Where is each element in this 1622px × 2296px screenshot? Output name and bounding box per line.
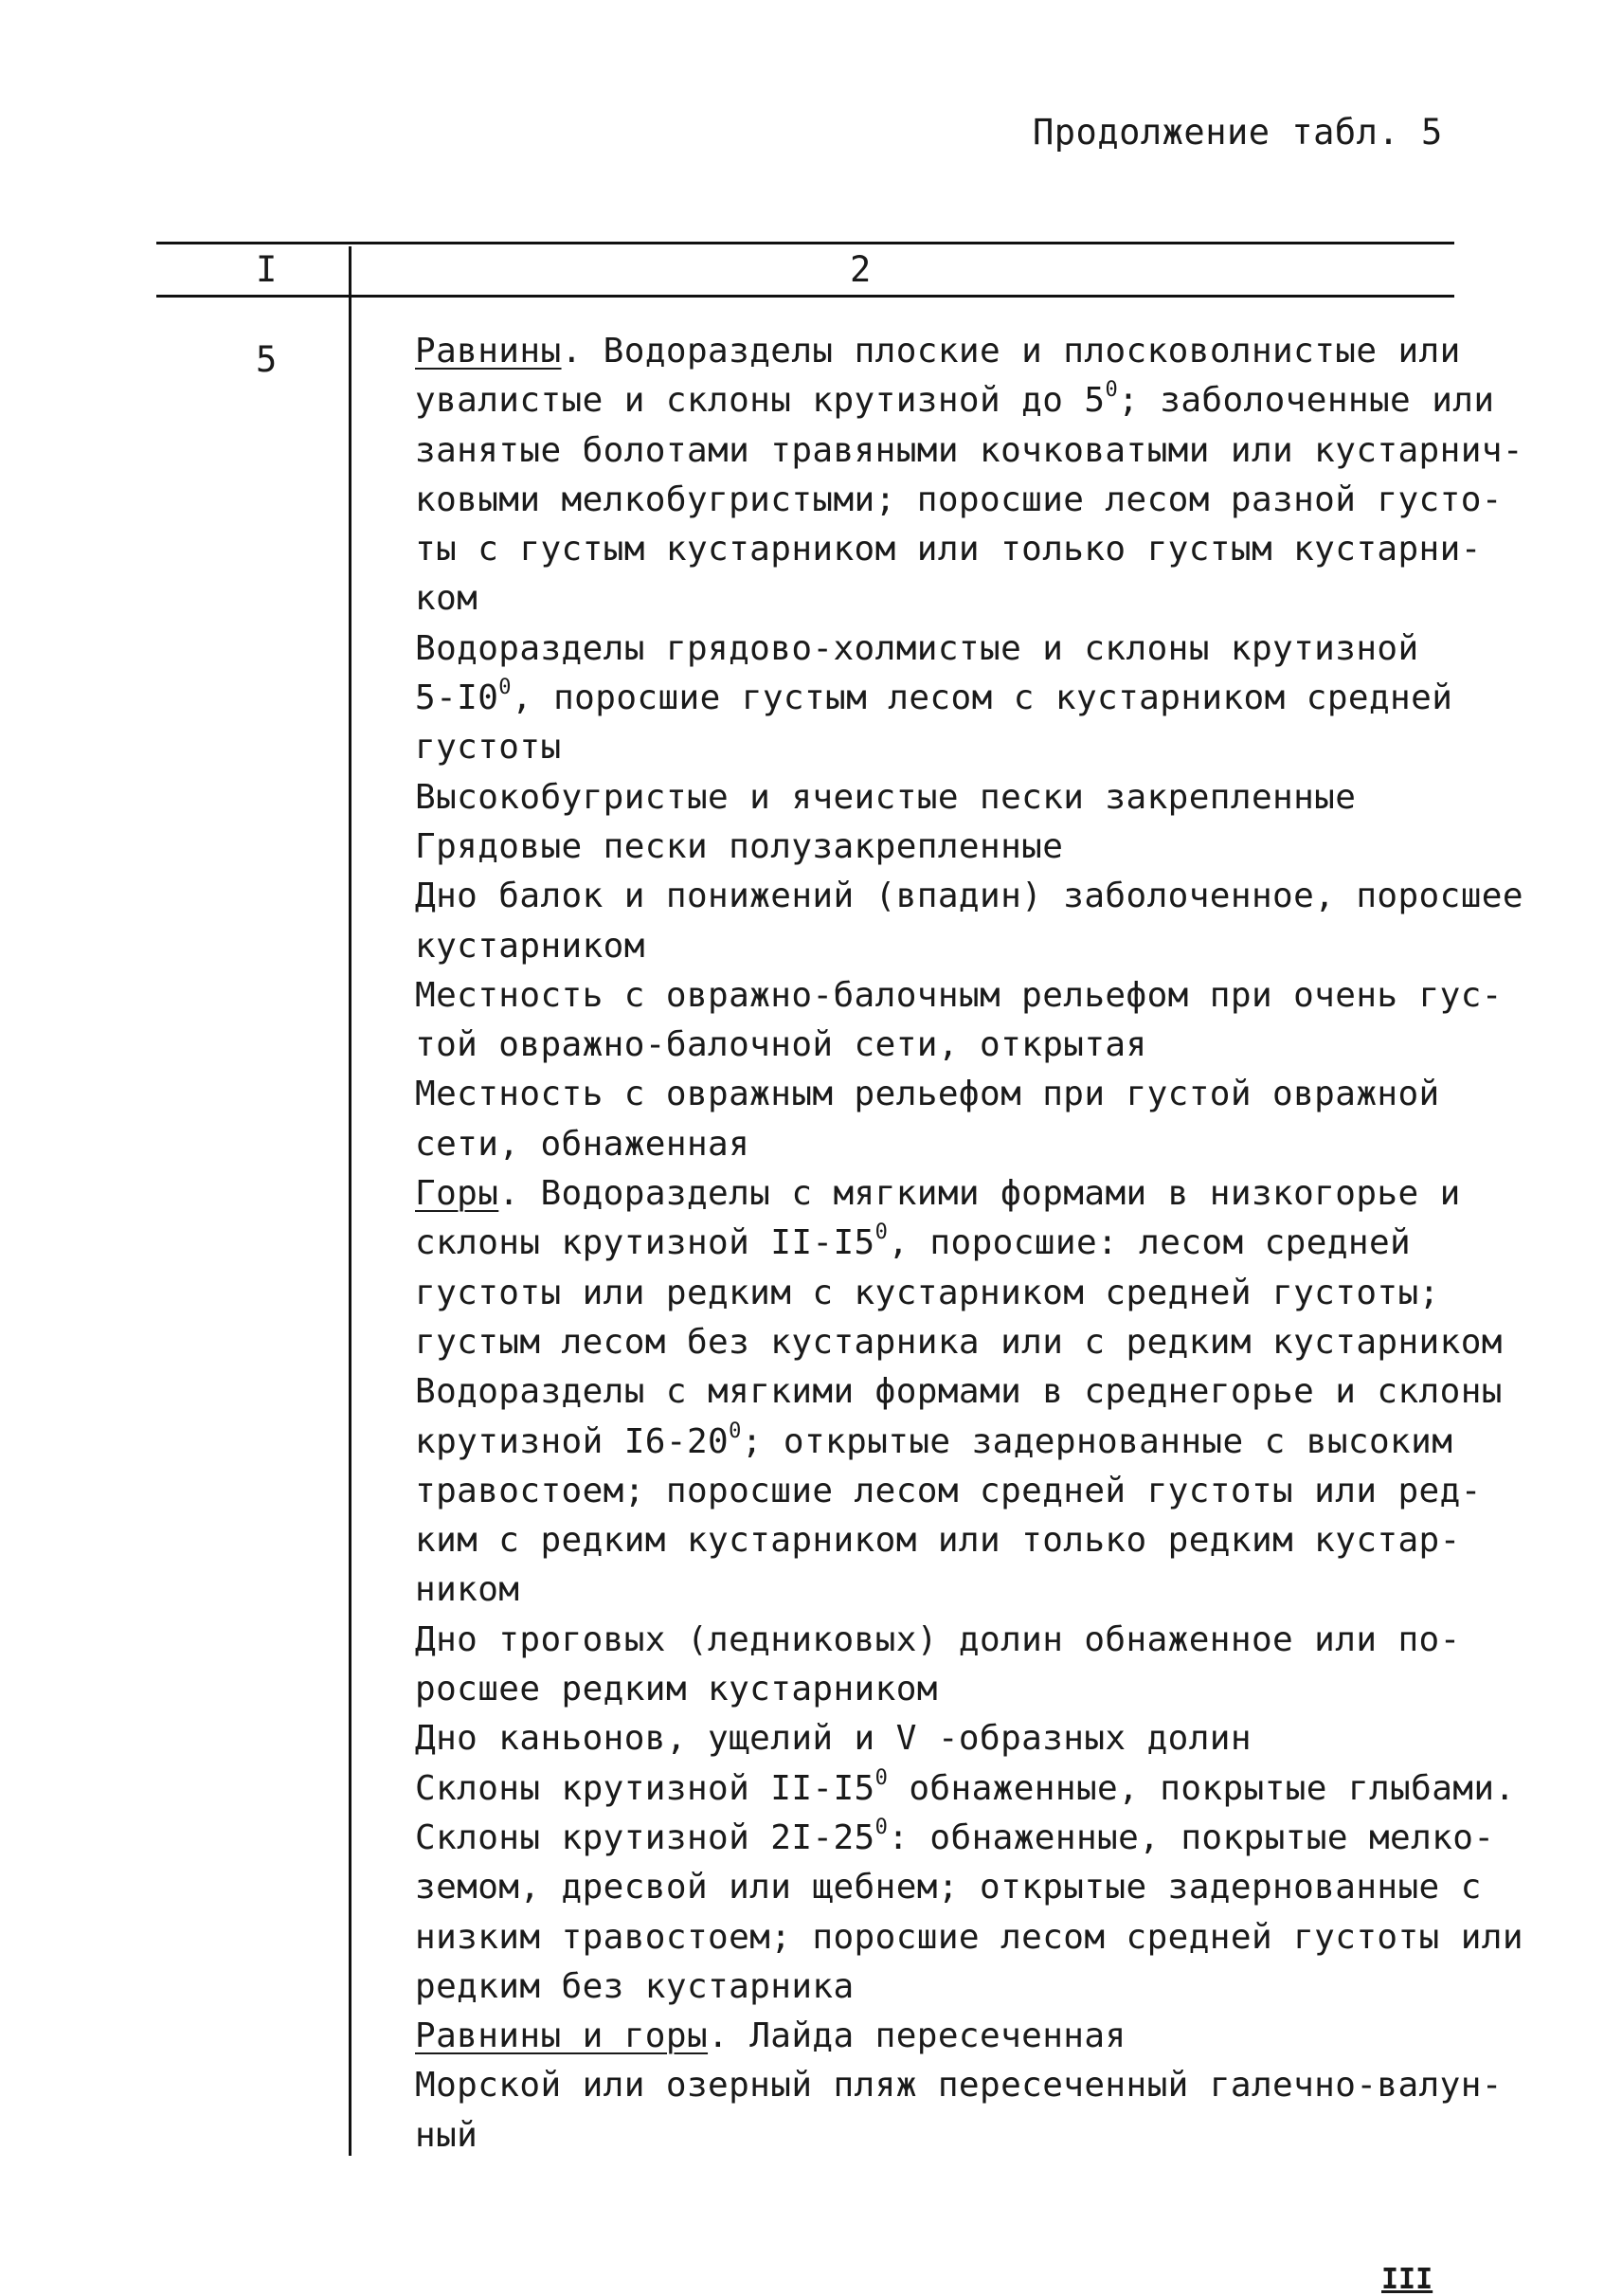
text-segment: Дно балок и понижений (впадин) заболоченное, поросшее [415,877,1523,916]
text-segment: росшее редким кустарником [415,1670,938,1709]
text-segment: обнаженные, покрытые глыбами. [888,1768,1516,1808]
text-segment: крутизной I6-20 [415,1421,730,1461]
text-segment: Водоразделы грядово-холмистые и склоны крутизной [415,628,1419,668]
text-segment: Водоразделы с мягкими формами в среднегорье и склоны [415,1372,1503,1412]
text-segment: Морской или озерный пляж пересеченный галечно-валун- [415,2066,1503,2106]
text-line [415,971,1505,1021]
text-segment: густым лесом без кустарника или с редким кустарником [415,1322,1503,1362]
text-segment: ный [415,2115,478,2155]
text-line [415,1863,1505,1912]
text-segment: : обнаженные, покрытые мелко- [888,1817,1495,1857]
text-segment: кустарником [415,926,645,966]
text-line [415,1814,1505,1863]
text-segment: . Водоразделы с мягкими формами в низкогорье и [498,1174,1461,1214]
text-line [415,1318,1505,1367]
text-line [415,1764,1516,1814]
text-segment: земом, дресвой или щебнем; открытые задернованные с [415,1868,1482,1907]
text-line [415,674,1505,723]
text-line [415,574,1505,624]
text-segment: занятые болотами травяными кочковатыми или кустарнич- [415,430,1523,470]
text-line [415,1169,1505,1219]
text-segment: низким травостоем; поросшие лесом средней густоты или [415,1917,1523,1957]
text-segment: той овражно-балочной сети, открытая [415,1025,1147,1065]
text-segment: Местность с овражным рельефом при густой овражной [415,1075,1440,1114]
text-segment: ковыми мелкобугристыми; поросшие лесом разной густо- [415,479,1503,519]
text-segment: редким без кустарника [415,1966,855,2006]
section-heading: Равнины и горы [415,2016,709,2056]
text-line [415,823,1505,872]
degree-superscript: 0 [874,1815,889,1839]
row-number: 5 [256,339,278,380]
text-line [415,872,1523,921]
degree-superscript: 0 [1105,378,1119,403]
text-segment: . Лайда пересеченная [708,2016,1126,2056]
degree-superscript: 0 [498,676,512,700]
text-segment: Дно троговых (ледниковых) долин обнаженное или по- [415,1619,1461,1659]
table-column-divider [349,246,351,2156]
text-line [415,1219,1505,1268]
text-segment: Дно каньонов, ущелий и V -образных долин [415,1719,1252,1759]
text-line [415,922,1505,971]
text-segment: Склоны крутизной II-I5 [415,1768,875,1808]
text-line [415,1616,1505,1665]
text-segment: густоты [415,728,562,768]
column-header-1: I [256,249,278,290]
page-number: III [1381,2263,1433,2296]
text-segment: 5-I0 [415,678,499,718]
text-line [415,1070,1505,1119]
text-line [415,327,1505,376]
text-segment: Грядовые пески полузакрепленные [415,826,1064,866]
text-segment: , поросшие густым лесом с кустарником средней [511,678,1453,718]
section-heading: Равнины [415,332,562,371]
text-line [415,1565,1505,1615]
text-segment: травостоем; поросшие лесом средней густоты или ред- [415,1471,1482,1510]
text-segment: , поросшие: лесом средней [888,1223,1412,1263]
text-line [415,1021,1505,1070]
text-line [415,1962,1505,2012]
text-line [415,1367,1505,1417]
text-segment: сети, обнаженная [415,1124,750,1164]
text-segment: ; заболоченные или [1118,381,1495,421]
text-line [415,773,1505,823]
text-segment: ; открытые задернованные с высоким [741,1421,1453,1461]
text-segment: . Водоразделы плоские и плосковолнистые или [561,332,1461,371]
text-segment: ты с густым кустарником или только густым кустарни- [415,530,1482,569]
text-line [415,1516,1505,1565]
text-segment: склоны крутизной II-I5 [415,1223,875,1263]
text-segment: ком [415,579,478,619]
text-line [415,1714,1505,1763]
text-line [415,723,1505,772]
degree-superscript: 0 [874,1765,889,1790]
degree-superscript: 0 [874,1220,889,1245]
text-line [415,1120,1505,1169]
text-segment: увалистые и склоны крутизной до 5 [415,381,1106,421]
row-description [415,327,1523,2160]
text-line [415,2111,1505,2160]
text-line [415,525,1505,574]
text-segment: Склоны крутизной 2I-25 [415,1817,875,1857]
text-line [415,624,1505,674]
text-line [415,1269,1505,1318]
text-line [415,426,1523,476]
degree-superscript: 0 [729,1419,742,1443]
text-segment: ким с редким кустарником или только редким кустар- [415,1521,1461,1561]
text-line [415,2012,1505,2061]
text-line [415,1665,1505,1714]
text-segment: Высокобугристые и ячеистые пески закрепленные [415,777,1357,817]
text-line [415,376,1505,425]
text-line [415,1913,1523,1962]
text-line [415,2061,1505,2110]
text-line [415,476,1505,525]
text-segment: Местность с овражно-балочным рельефом при очень гус- [415,975,1503,1015]
text-line [415,1467,1505,1516]
continuation-caption: Продолжение табл. 5 [1033,112,1443,153]
text-segment: густоты или редким с кустарником средней густоты; [415,1273,1440,1312]
text-line [415,1418,1505,1467]
column-header-2: 2 [850,249,872,290]
section-heading: Горы [415,1174,499,1214]
table-top-rule [156,242,1454,244]
text-segment: ником [415,1570,520,1610]
